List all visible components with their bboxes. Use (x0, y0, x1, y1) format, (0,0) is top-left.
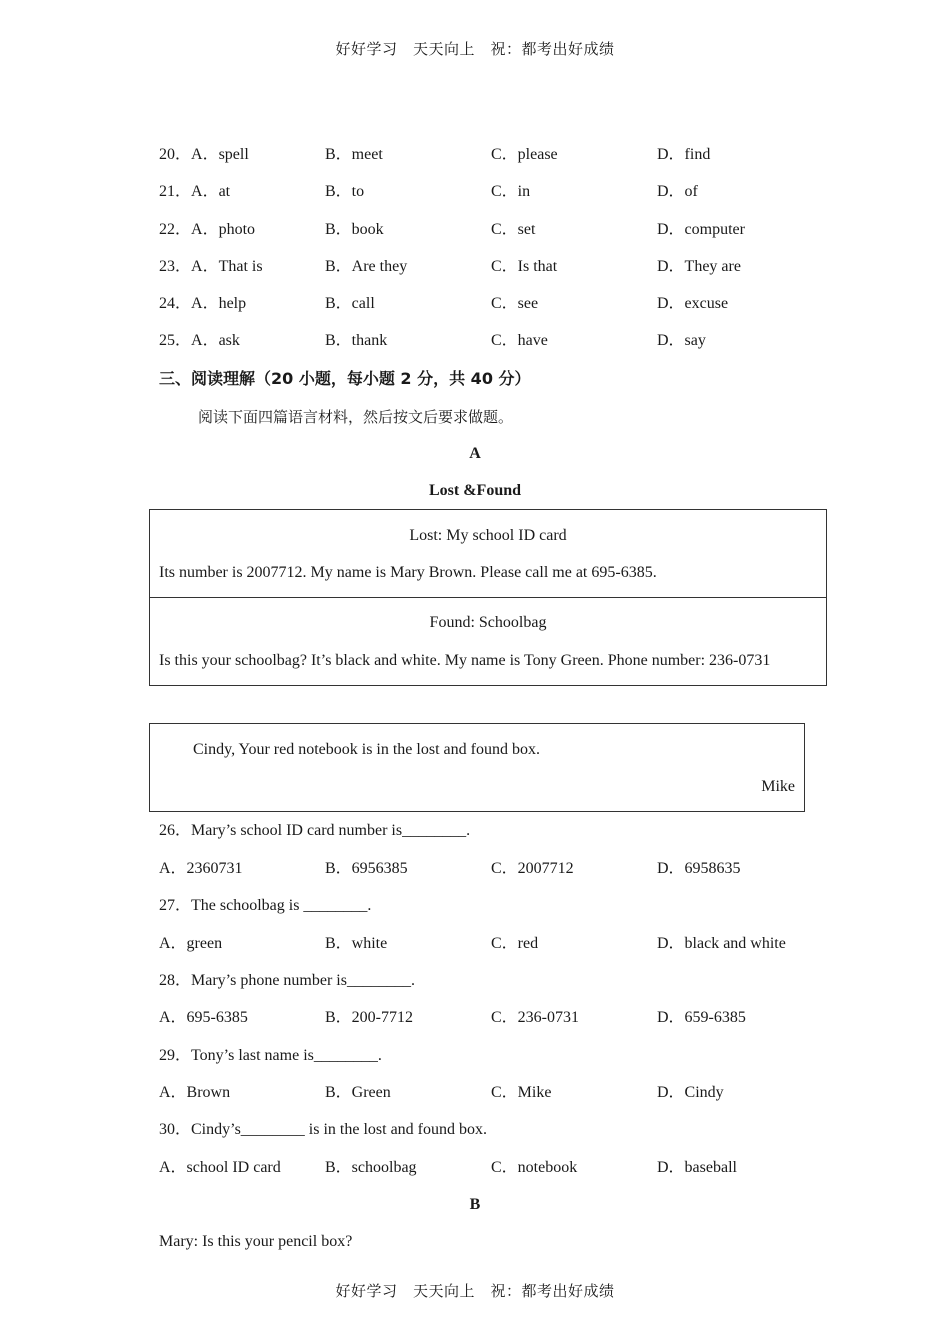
option-b: B．call (325, 295, 375, 312)
option-c: C．red (491, 935, 539, 952)
page-footer: 好好学习 天天向上 祝：都考出好成绩 (335, 1282, 615, 1300)
table-divider (150, 597, 826, 598)
option-a: 22．A．photo (159, 221, 256, 238)
option-a: A．2360731 (159, 860, 243, 877)
option-a: A．695-6385 (159, 1009, 248, 1026)
option-b: B．to (325, 183, 365, 200)
answer-options (159, 1156, 839, 1180)
lost-text: Its number is 2007712. My name is Mary Brown. Please call me at 695-6385. (159, 564, 657, 581)
found-heading: Found: Schoolbag (429, 614, 547, 631)
option-row-23 (159, 255, 839, 279)
question-stem: 29．Tony’s last name is________. (159, 1047, 382, 1064)
option-d: D．659-6385 (657, 1009, 746, 1026)
section-instruction: 阅读下面四篇语言材料，然后按文后要求做题。 (198, 408, 514, 426)
option-row-24 (159, 292, 839, 316)
option-c: C．notebook (491, 1159, 578, 1176)
option-d: D．They are (657, 258, 741, 275)
answer-options (159, 932, 839, 956)
option-c: C．in (491, 183, 531, 200)
found-text: Is this your schoolbag? It’s black and white. My name is Tony Green. Phone number: 236-0731 (159, 652, 771, 669)
option-a: 20．A．spell (159, 146, 249, 163)
option-b: B．book (325, 221, 384, 238)
question-stem: 27．The schoolbag is ________. (159, 897, 372, 914)
answer-options (159, 857, 839, 881)
option-b: B．thank (325, 332, 388, 349)
note-signature: Mike (761, 778, 795, 795)
option-b: B．schoolbag (325, 1159, 417, 1176)
option-c: C．see (491, 295, 539, 312)
dialogue-line: Mary: Is this your pencil box? (159, 1233, 353, 1250)
option-b: B．Green (325, 1084, 391, 1101)
passage-label-a: A (469, 445, 481, 462)
section-title: 三、阅读理解（20 小题，每小题 2 分，共 40 分） (159, 369, 531, 388)
option-a: A．green (159, 935, 223, 952)
option-b: B．Are they (325, 258, 408, 275)
option-d: D．excuse (657, 295, 729, 312)
question-stem: 28．Mary’s phone number is________. (159, 972, 415, 989)
option-d: D．of (657, 183, 698, 200)
option-b: B．meet (325, 146, 383, 163)
option-row-25 (159, 329, 839, 353)
option-c: C．Is that (491, 258, 558, 275)
note-text: Cindy, Your red notebook is in the lost and found box. (193, 741, 540, 758)
option-a: 23．A．That is (159, 258, 263, 275)
option-c: C．2007712 (491, 860, 574, 877)
option-d: D．find (657, 146, 711, 163)
question-stem: 30．Cindy’s________ is in the lost and found box. (159, 1121, 488, 1138)
option-row-22 (159, 218, 839, 242)
page-header: 好好学习 天天向上 祝：都考出好成绩 (335, 40, 615, 58)
option-c: C．236-0731 (491, 1009, 580, 1026)
option-b: B．200-7712 (325, 1009, 414, 1026)
option-d: D．computer (657, 221, 745, 238)
passage-label-b: B (469, 1196, 481, 1213)
option-row-21 (159, 180, 839, 204)
option-a: A．school ID card (159, 1159, 281, 1176)
option-c: C．have (491, 332, 548, 349)
option-c: C．please (491, 146, 558, 163)
option-a: A．Brown (159, 1084, 231, 1101)
option-d: D．say (657, 332, 706, 349)
option-a: 21．A．at (159, 183, 231, 200)
option-d: D．black and white (657, 935, 786, 952)
option-b: B．white (325, 935, 388, 952)
option-b: B．6956385 (325, 860, 408, 877)
option-row-20 (159, 143, 839, 167)
option-c: C．Mike (491, 1084, 552, 1101)
passage-title: Lost &Found (428, 482, 522, 499)
option-d: D．6958635 (657, 860, 741, 877)
option-d: D．baseball (657, 1159, 737, 1176)
option-a: 24．A．help (159, 295, 247, 312)
option-d: D．Cindy (657, 1084, 724, 1101)
option-c: C．set (491, 221, 536, 238)
answer-options (159, 1006, 839, 1030)
option-a: 25．A．ask (159, 332, 240, 349)
question-stem: 26．Mary’s school ID card number is________. (159, 822, 471, 839)
lost-heading: Lost: My school ID card (409, 527, 567, 544)
answer-options (159, 1081, 839, 1105)
